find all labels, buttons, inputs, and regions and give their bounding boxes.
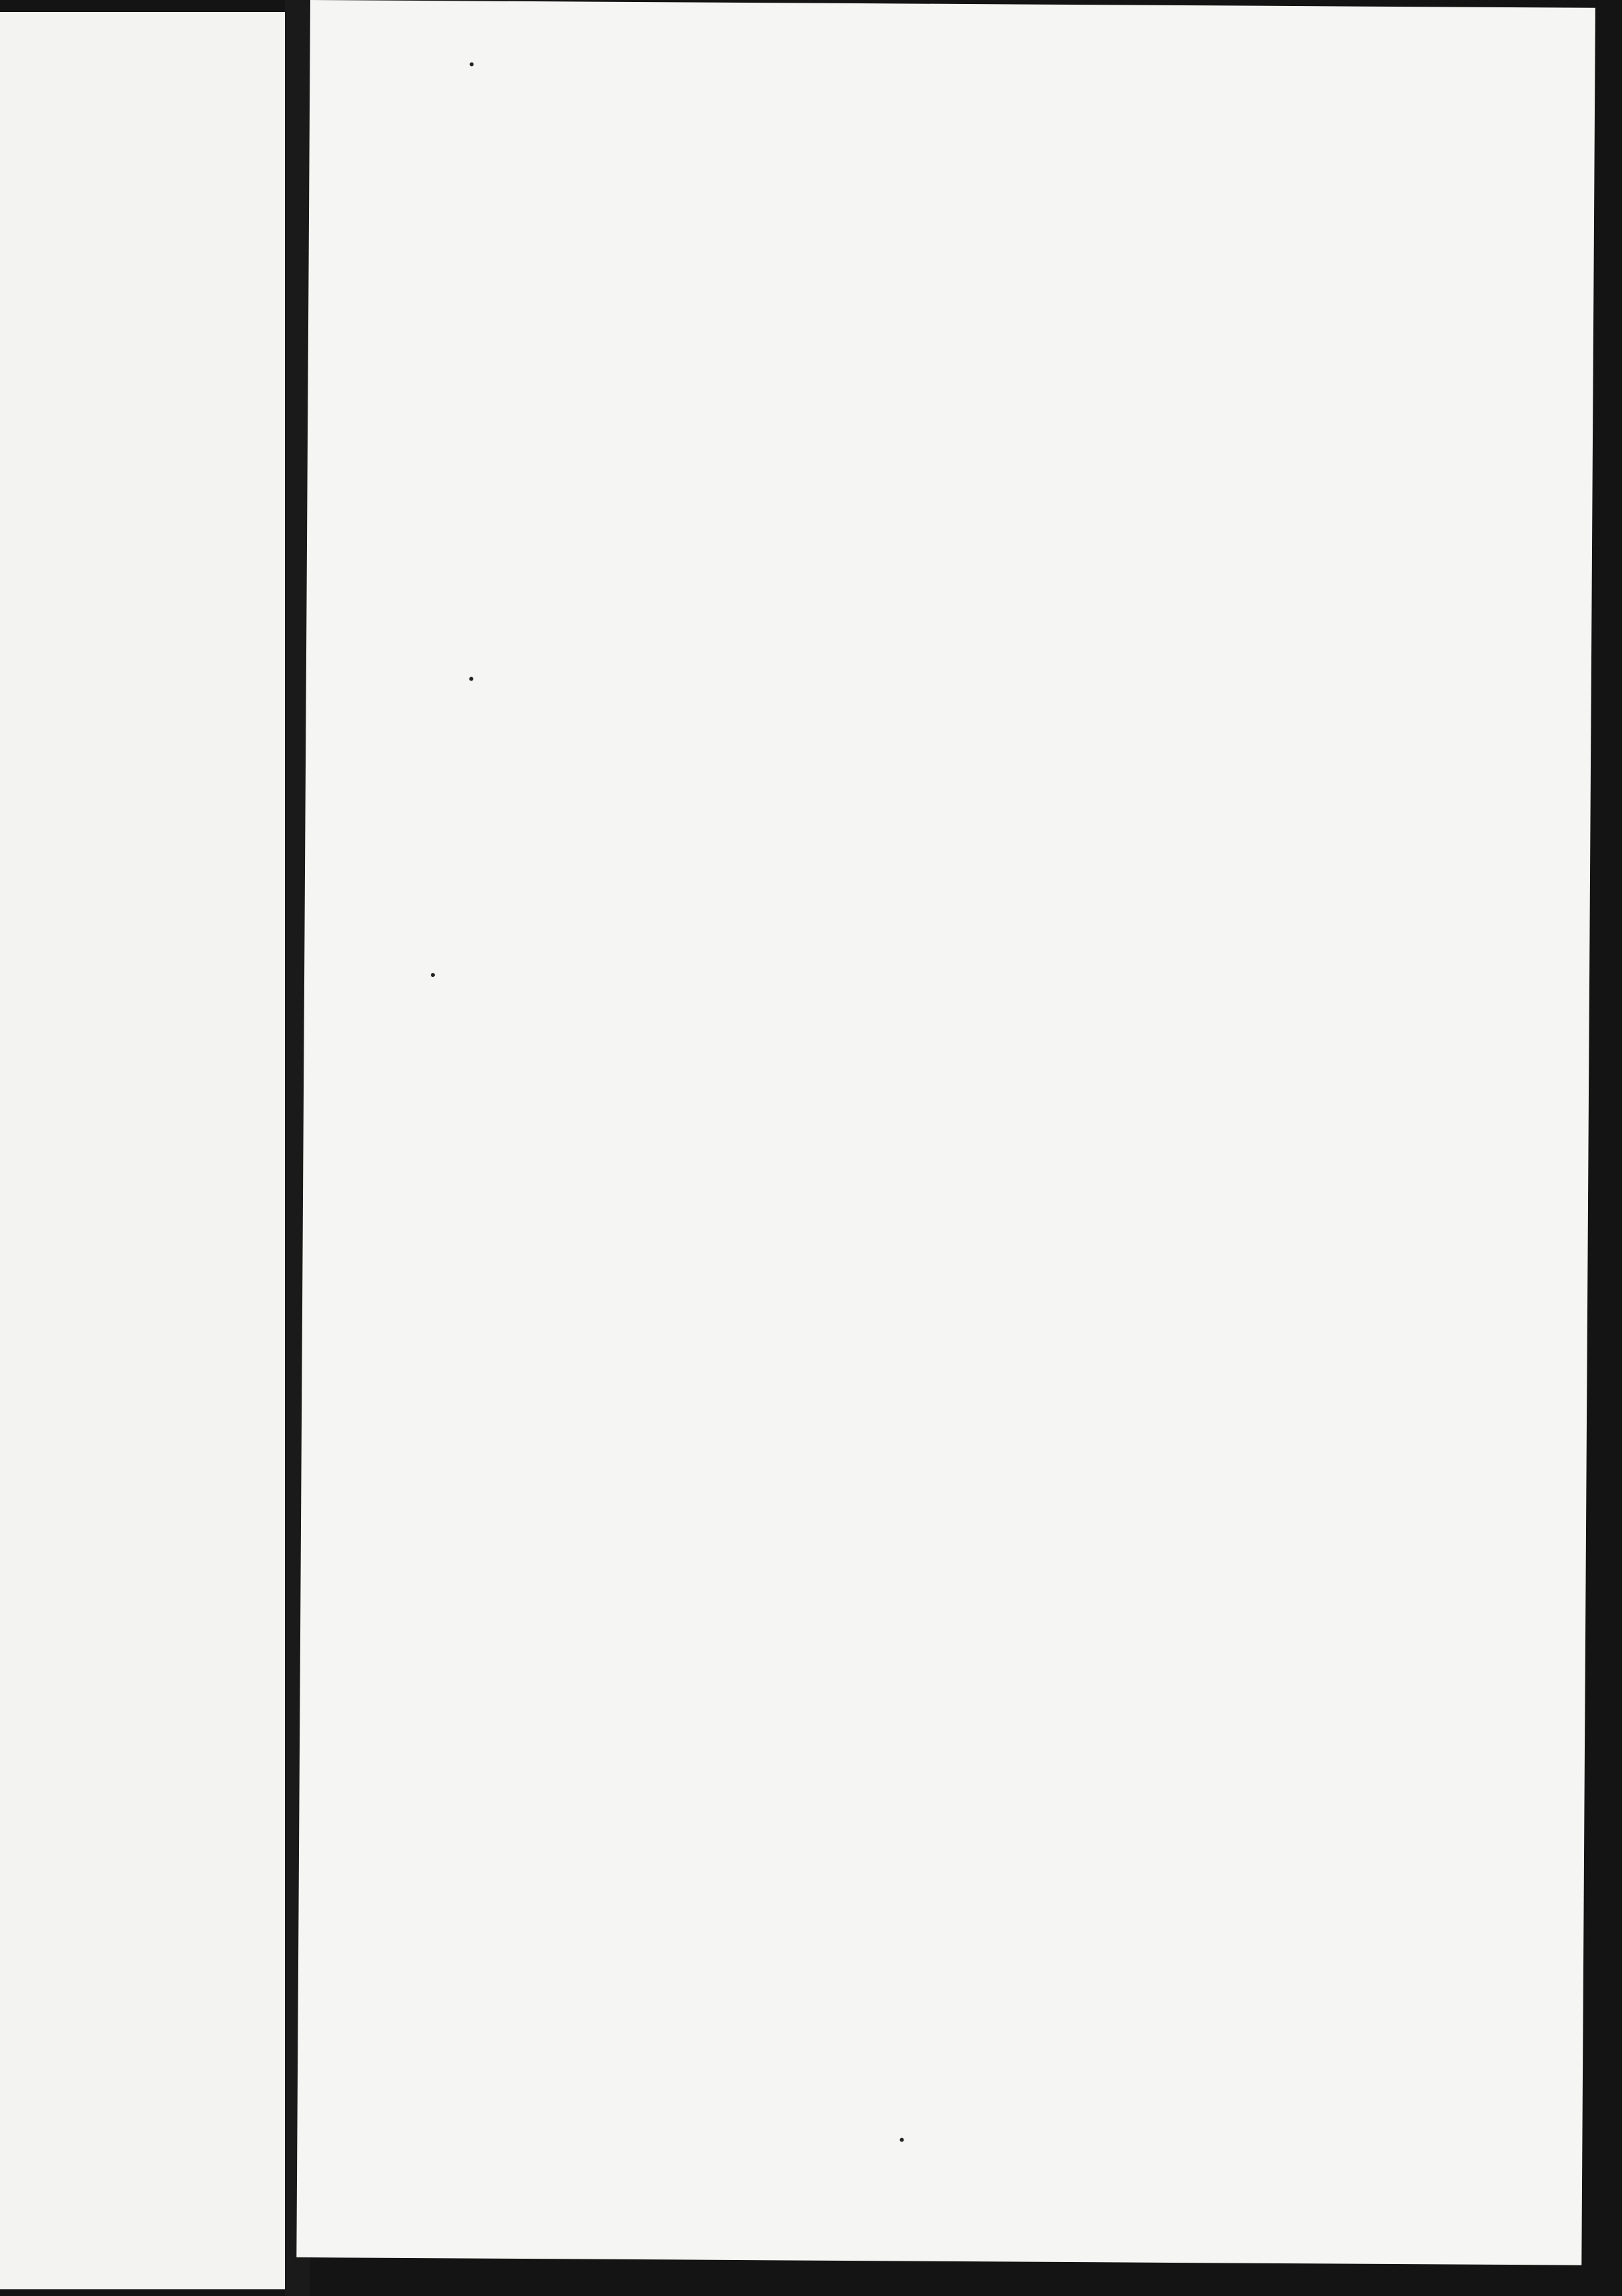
- speck: [431, 973, 435, 977]
- speck: [469, 62, 473, 66]
- left-page: [0, 12, 285, 2289]
- speck: [900, 2138, 904, 2142]
- running-header: [559, 213, 1524, 219]
- speck: [469, 677, 473, 681]
- right-page: [296, 0, 1595, 2265]
